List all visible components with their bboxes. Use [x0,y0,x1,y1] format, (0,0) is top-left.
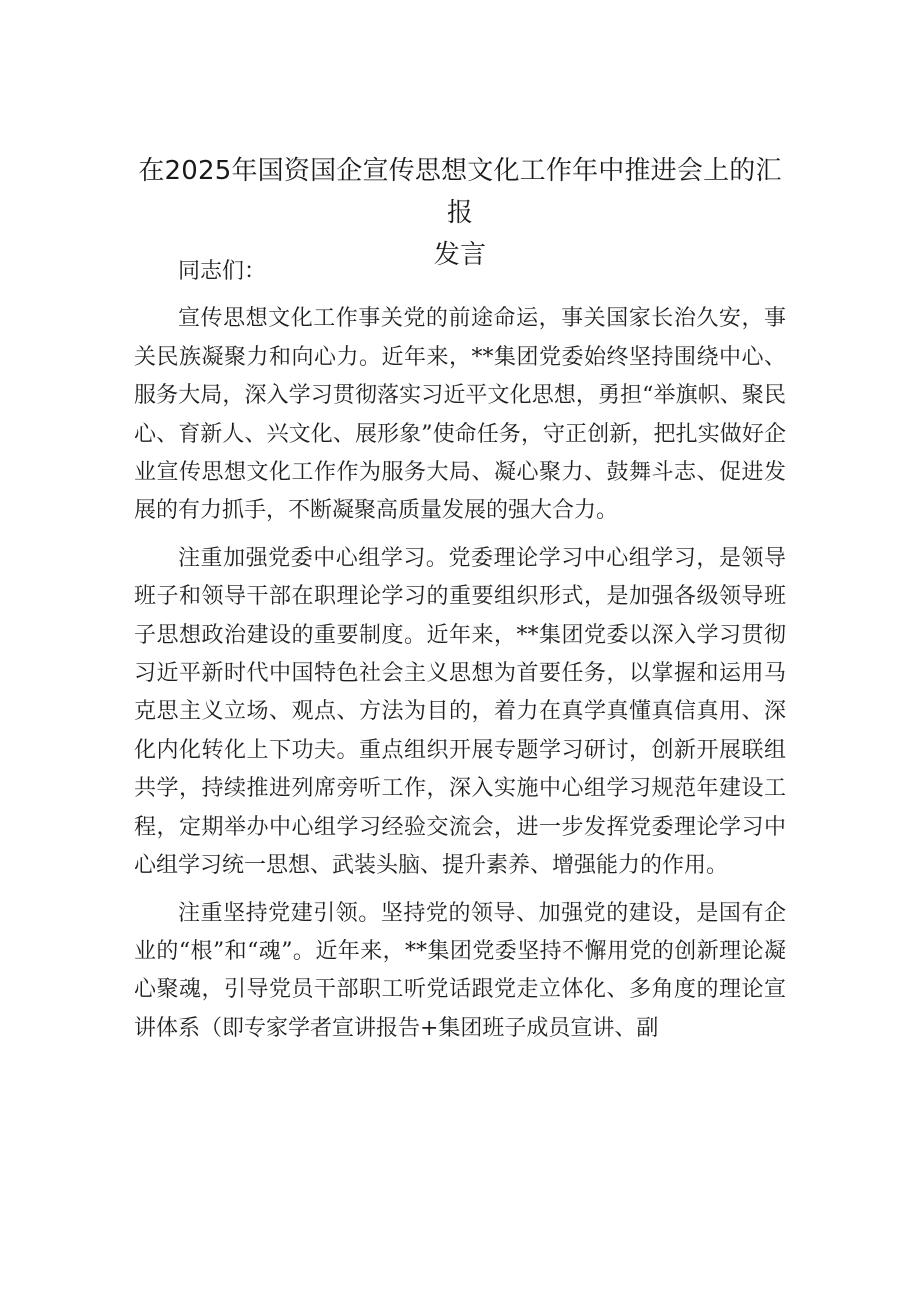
title-line-2: 发言 [433,240,487,270]
paragraph-central-group-study: 注重加强党委中心组学习。党委理论学习中心组学习，是领导班子和领导干部在职理论学习的重要组织形式，是加强各级领导班子思想政治建设的重要制度。近年来，**集团党委以深入学习贯彻习近平新时代中国特色社会主义思想为首要任务，以掌握和运用马克思主义立场、观点、方法为目的，着力在真学真懂真信真用、深化内化转化上下功夫。重点组织开展专题学习研讨，创新开展联组共学，持续推进列席旁听工作，深入实施中心组学习规范年建设工程，定期举办中心组学习经验交流会，进一步发挥党委理论学习中心组学习统一思想、武装头脑、提升素养、增强能力的作用。 [134,545,786,879]
paragraph-party-leadership: 注重坚持党建引领。坚持党的领导、加强党的建设，是国有企业的“根”和“魂”。近年来，**集团党委坚持不懈用党的创新理论凝心聚魂，引导党员干部职工听党话跟党走立体化、多角度的理论宣讲体系（即专家学者宣讲报告+集团班子成员宣讲、副 [134,900,786,1041]
salutation: 同志们： [178,259,267,284]
document-body [134,253,786,1048]
paragraph-intro: 宣传思想文化工作事关党的前途命运，事关国家长治久安，事关民族凝聚力和向心力。近年来，**集团党委始终坚持围绕中心、服务大局，深入学习贯彻落实习近平文化思想，勇担“举旗帜、聚民心、育新人、兴文化、展形象”使命任务，守正创新，把扎实做好企业宣传思想文化工作作为服务大局、凝心聚力、鼓舞斗志、促进发展的有力抓手，不断凝聚高质量发展的强大合力。 [134,306,786,524]
title-line-1: 在2025年国资国企宣传思想文化工作年中推进会上的汇报 [138,156,782,228]
